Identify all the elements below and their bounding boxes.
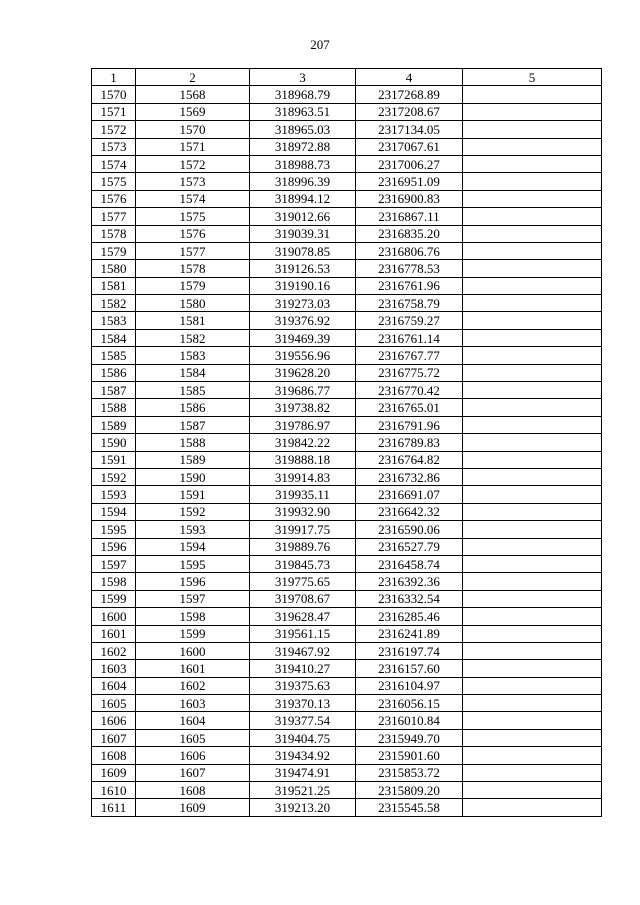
table-cell-col-4: 2315853.72: [356, 764, 463, 781]
table-cell-col-3: 319039.31: [250, 225, 356, 242]
table-cell-col-4: 2316332.54: [356, 590, 463, 607]
table-cell-col-5: [463, 555, 602, 572]
table-cell-col-4: 2316458.74: [356, 555, 463, 572]
table-cell-col-4: 2316767.77: [356, 347, 463, 364]
table-cell-col-2: 1596: [136, 573, 250, 590]
table-cell-col-1: 1590: [92, 434, 136, 451]
table-cell-col-4: 2316761.96: [356, 277, 463, 294]
table-cell-col-1: 1600: [92, 608, 136, 625]
table-row: [92, 729, 602, 746]
table-cell-col-1: 1576: [92, 190, 136, 207]
table-cell-col-3: 319935.11: [250, 486, 356, 503]
table-cell-col-5: [463, 677, 602, 694]
table-cell-col-3: 319404.75: [250, 729, 356, 746]
table-cell-col-4: 2317067.61: [356, 138, 463, 155]
table-cell-col-5: [463, 416, 602, 433]
table-cell-col-4: 2316806.76: [356, 242, 463, 259]
table-cell-col-5: [463, 538, 602, 555]
table-cell-col-5: [463, 155, 602, 172]
table-cell-col-3: 319738.82: [250, 399, 356, 416]
table-cell-col-2: 1575: [136, 208, 250, 225]
table-cell-col-1: 1601: [92, 625, 136, 642]
table-row: [92, 486, 602, 503]
table-cell-col-5: [463, 660, 602, 677]
table-cell-col-4: 2316527.79: [356, 538, 463, 555]
table-cell-col-5: [463, 277, 602, 294]
table-cell-col-3: 319190.16: [250, 277, 356, 294]
table-row: [92, 242, 602, 259]
table-row: [92, 364, 602, 381]
table-cell-col-4: 2315949.70: [356, 729, 463, 746]
table-row: [92, 660, 602, 677]
table-cell-col-3: 318972.88: [250, 138, 356, 155]
table-row: [92, 347, 602, 364]
table-cell-col-2: 1601: [136, 660, 250, 677]
table-cell-col-3: 319686.77: [250, 382, 356, 399]
table-cell-col-3: 318994.12: [250, 190, 356, 207]
table-cell-col-4: 2316900.83: [356, 190, 463, 207]
table-cell-col-3: 319410.27: [250, 660, 356, 677]
table-cell-col-3: 319628.47: [250, 608, 356, 625]
table-cell-col-5: [463, 712, 602, 729]
table-cell-col-2: 1578: [136, 260, 250, 277]
table-cell-col-1: 1598: [92, 573, 136, 590]
table-cell-col-2: 1570: [136, 121, 250, 138]
table-body: [92, 86, 602, 816]
table-cell-col-3: 318988.73: [250, 155, 356, 172]
table-cell-col-1: 1577: [92, 208, 136, 225]
table-cell-col-4: 2316778.53: [356, 260, 463, 277]
table-cell-col-2: 1594: [136, 538, 250, 555]
table-cell-col-3: 319474.91: [250, 764, 356, 781]
table-cell-col-1: 1610: [92, 782, 136, 799]
table-cell-col-3: 319842.22: [250, 434, 356, 451]
table-row: [92, 295, 602, 312]
table-cell-col-4: 2316732.86: [356, 468, 463, 485]
table-cell-col-3: 319434.92: [250, 747, 356, 764]
table-cell-col-1: 1573: [92, 138, 136, 155]
table-cell-col-5: [463, 468, 602, 485]
table-cell-col-1: 1609: [92, 764, 136, 781]
table-cell-col-3: 319786.97: [250, 416, 356, 433]
table-cell-col-5: [463, 103, 602, 120]
table-cell-col-2: 1592: [136, 503, 250, 520]
table-cell-col-1: 1584: [92, 329, 136, 346]
table-cell-col-1: 1607: [92, 729, 136, 746]
table-cell-col-2: 1576: [136, 225, 250, 242]
table-row: [92, 538, 602, 555]
table-cell-col-4: 2317268.89: [356, 86, 463, 103]
table-cell-col-2: 1587: [136, 416, 250, 433]
table-cell-col-4: 2316642.32: [356, 503, 463, 520]
table-cell-col-3: 319888.18: [250, 451, 356, 468]
table-cell-col-4: 2316791.96: [356, 416, 463, 433]
table-cell-col-4: 2316392.36: [356, 573, 463, 590]
table-cell-col-1: 1592: [92, 468, 136, 485]
table-cell-col-2: 1603: [136, 695, 250, 712]
table-row: [92, 103, 602, 120]
table-cell-col-4: 2316241.89: [356, 625, 463, 642]
table-cell-col-1: 1596: [92, 538, 136, 555]
table-row: [92, 747, 602, 764]
table-cell-col-1: 1603: [92, 660, 136, 677]
table-cell-col-5: [463, 347, 602, 364]
table-cell-col-1: 1583: [92, 312, 136, 329]
table-cell-col-2: 1604: [136, 712, 250, 729]
table-row: [92, 399, 602, 416]
table-cell-col-3: 319521.25: [250, 782, 356, 799]
table-cell-col-3: 319370.13: [250, 695, 356, 712]
table-cell-col-2: 1591: [136, 486, 250, 503]
table-cell-col-2: 1568: [136, 86, 250, 103]
table-cell-col-2: 1583: [136, 347, 250, 364]
table-cell-col-5: [463, 312, 602, 329]
table-cell-col-5: [463, 86, 602, 103]
table-row: [92, 555, 602, 572]
table-cell-col-5: [463, 486, 602, 503]
table-cell-col-4: 2316590.06: [356, 521, 463, 538]
table-row: [92, 416, 602, 433]
table-cell-col-4: 2316197.74: [356, 642, 463, 659]
table-cell-col-4: 2315809.20: [356, 782, 463, 799]
table-cell-col-4: 2316761.14: [356, 329, 463, 346]
table-cell-col-3: 319213.20: [250, 799, 356, 816]
table-cell-col-5: [463, 521, 602, 538]
table-cell-col-2: 1585: [136, 382, 250, 399]
table-row: [92, 712, 602, 729]
table-row: [92, 573, 602, 590]
page-number: 207: [310, 37, 330, 52]
table-cell-col-1: 1595: [92, 521, 136, 538]
table-cell-col-1: 1594: [92, 503, 136, 520]
table-row: [92, 86, 602, 103]
table-row: [92, 451, 602, 468]
header-col-3: 3: [250, 69, 356, 86]
table-cell-col-2: 1582: [136, 329, 250, 346]
table-cell-col-2: 1569: [136, 103, 250, 120]
table-cell-col-3: 318965.03: [250, 121, 356, 138]
table-cell-col-4: 2317006.27: [356, 155, 463, 172]
table-cell-col-5: [463, 695, 602, 712]
table-cell-col-2: 1595: [136, 555, 250, 572]
table-cell-col-1: 1587: [92, 382, 136, 399]
table-cell-col-1: 1574: [92, 155, 136, 172]
table-cell-col-5: [463, 295, 602, 312]
table-row: [92, 277, 602, 294]
table-cell-col-2: 1571: [136, 138, 250, 155]
table-cell-col-3: 318968.79: [250, 86, 356, 103]
table-cell-col-1: 1604: [92, 677, 136, 694]
table-cell-col-3: 319469.39: [250, 329, 356, 346]
table-cell-col-2: 1599: [136, 625, 250, 642]
table-row: [92, 625, 602, 642]
table-cell-col-1: 1605: [92, 695, 136, 712]
table-cell-col-1: 1581: [92, 277, 136, 294]
table-cell-col-2: 1598: [136, 608, 250, 625]
table-cell-col-2: 1573: [136, 173, 250, 190]
table-cell-col-5: [463, 764, 602, 781]
table-row: [92, 329, 602, 346]
table-cell-col-4: 2315901.60: [356, 747, 463, 764]
table-cell-col-2: 1606: [136, 747, 250, 764]
table-cell-col-2: 1589: [136, 451, 250, 468]
table-cell-col-5: [463, 642, 602, 659]
table-cell-col-3: 318996.39: [250, 173, 356, 190]
table-cell-col-5: [463, 590, 602, 607]
table-cell-col-1: 1599: [92, 590, 136, 607]
table-cell-col-4: 2316104.97: [356, 677, 463, 694]
table-cell-col-5: [463, 799, 602, 816]
table-cell-col-3: 319845.73: [250, 555, 356, 572]
table-cell-col-3: 319126.53: [250, 260, 356, 277]
table-cell-col-5: [463, 190, 602, 207]
header-col-2: 2: [136, 69, 250, 86]
table-cell-col-1: 1572: [92, 121, 136, 138]
table-cell-col-4: 2316835.20: [356, 225, 463, 242]
table-cell-col-2: 1607: [136, 764, 250, 781]
table-row: [92, 590, 602, 607]
table-cell-col-1: 1589: [92, 416, 136, 433]
table-header-row: [92, 69, 602, 86]
table-cell-col-2: 1597: [136, 590, 250, 607]
table-cell-col-5: [463, 173, 602, 190]
table-cell-col-5: [463, 503, 602, 520]
table-cell-col-3: 319932.90: [250, 503, 356, 520]
table-cell-col-1: 1585: [92, 347, 136, 364]
table-row: [92, 190, 602, 207]
table-row: [92, 782, 602, 799]
table-cell-col-1: 1588: [92, 399, 136, 416]
table-row: [92, 764, 602, 781]
table-cell-col-4: 2316759.27: [356, 312, 463, 329]
table-cell-col-4: 2316951.09: [356, 173, 463, 190]
table-cell-col-5: [463, 364, 602, 381]
table-cell-col-5: [463, 625, 602, 642]
table-cell-col-5: [463, 329, 602, 346]
table-cell-col-2: 1588: [136, 434, 250, 451]
table-cell-col-2: 1580: [136, 295, 250, 312]
table-cell-col-4: 2315545.58: [356, 799, 463, 816]
table-cell-col-4: 2317208.67: [356, 103, 463, 120]
table-cell-col-5: [463, 451, 602, 468]
table-row: [92, 312, 602, 329]
table-cell-col-1: 1570: [92, 86, 136, 103]
table-cell-col-3: 319467.92: [250, 642, 356, 659]
table-cell-col-2: 1600: [136, 642, 250, 659]
table-cell-col-3: 319708.67: [250, 590, 356, 607]
table-cell-col-2: 1605: [136, 729, 250, 746]
table-cell-col-2: 1584: [136, 364, 250, 381]
table-cell-col-1: 1571: [92, 103, 136, 120]
table-cell-col-2: 1581: [136, 312, 250, 329]
table-cell-col-4: 2316758.79: [356, 295, 463, 312]
table-cell-col-5: [463, 729, 602, 746]
table-row: [92, 608, 602, 625]
table-cell-col-4: 2316157.60: [356, 660, 463, 677]
table-cell-col-5: [463, 399, 602, 416]
table-cell-col-1: 1602: [92, 642, 136, 659]
table-cell-col-5: [463, 382, 602, 399]
table-cell-col-5: [463, 225, 602, 242]
table-cell-col-3: 319556.96: [250, 347, 356, 364]
table-cell-col-4: 2316775.72: [356, 364, 463, 381]
table-cell-col-3: 319914.83: [250, 468, 356, 485]
table-cell-col-5: [463, 138, 602, 155]
table-cell-col-5: [463, 242, 602, 259]
table-cell-col-2: 1586: [136, 399, 250, 416]
table-cell-col-5: [463, 434, 602, 451]
table-cell-col-4: 2316789.83: [356, 434, 463, 451]
table-cell-col-3: 319078.85: [250, 242, 356, 259]
table-cell-col-3: 319375.63: [250, 677, 356, 694]
table-cell-col-2: 1572: [136, 155, 250, 172]
table-cell-col-1: 1593: [92, 486, 136, 503]
table-cell-col-1: 1606: [92, 712, 136, 729]
table-cell-col-2: 1608: [136, 782, 250, 799]
table-cell-col-2: 1574: [136, 190, 250, 207]
table-row: [92, 642, 602, 659]
table-cell-col-3: 319376.92: [250, 312, 356, 329]
table-cell-col-2: 1593: [136, 521, 250, 538]
table-row: [92, 503, 602, 520]
table-cell-col-2: 1609: [136, 799, 250, 816]
table-cell-col-3: 319628.20: [250, 364, 356, 381]
table-cell-col-4: 2316691.07: [356, 486, 463, 503]
table-row: [92, 677, 602, 694]
table-cell-col-1: 1611: [92, 799, 136, 816]
table-cell-col-4: 2316765.01: [356, 399, 463, 416]
table-cell-col-1: 1580: [92, 260, 136, 277]
table-cell-col-1: 1597: [92, 555, 136, 572]
table-row: [92, 799, 602, 816]
table-row: [92, 121, 602, 138]
table-row: [92, 208, 602, 225]
table-cell-col-2: 1590: [136, 468, 250, 485]
table-cell-col-2: 1602: [136, 677, 250, 694]
table-cell-col-1: 1578: [92, 225, 136, 242]
table-cell-col-5: [463, 573, 602, 590]
header-col-1: 1: [92, 69, 136, 86]
header-col-5: 5: [463, 69, 602, 86]
table-cell-col-1: 1591: [92, 451, 136, 468]
table-cell-col-4: 2316764.82: [356, 451, 463, 468]
table-cell-col-3: 319561.15: [250, 625, 356, 642]
table-row: [92, 138, 602, 155]
table-cell-col-3: 319889.76: [250, 538, 356, 555]
table-cell-col-4: 2316770.42: [356, 382, 463, 399]
table-cell-col-2: 1577: [136, 242, 250, 259]
table-row: [92, 521, 602, 538]
table-cell-col-4: 2316285.46: [356, 608, 463, 625]
table-cell-col-4: 2316056.15: [356, 695, 463, 712]
header-col-4: 4: [356, 69, 463, 86]
table-row: [92, 225, 602, 242]
table-cell-col-1: 1582: [92, 295, 136, 312]
table-row: [92, 434, 602, 451]
table-cell-col-1: 1608: [92, 747, 136, 764]
table-cell-col-5: [463, 208, 602, 225]
table-row: [92, 468, 602, 485]
table-row: [92, 260, 602, 277]
table-cell-col-5: [463, 747, 602, 764]
table-row: [92, 695, 602, 712]
table-row: [92, 382, 602, 399]
table-cell-col-3: 319917.75: [250, 521, 356, 538]
table-cell-col-5: [463, 260, 602, 277]
table-cell-col-1: 1586: [92, 364, 136, 381]
table-cell-col-4: 2316010.84: [356, 712, 463, 729]
coordinates-table: [91, 68, 602, 817]
table-cell-col-3: 319775.65: [250, 573, 356, 590]
table-cell-col-3: 319273.03: [250, 295, 356, 312]
table-row: [92, 155, 602, 172]
table-row: [92, 173, 602, 190]
table-cell-col-1: 1575: [92, 173, 136, 190]
table-cell-col-5: [463, 782, 602, 799]
table-cell-col-4: 2316867.11: [356, 208, 463, 225]
table-cell-col-5: [463, 608, 602, 625]
table-cell-col-3: 319377.54: [250, 712, 356, 729]
table-cell-col-3: 319012.66: [250, 208, 356, 225]
table-cell-col-1: 1579: [92, 242, 136, 259]
table-cell-col-2: 1579: [136, 277, 250, 294]
table-cell-col-5: [463, 121, 602, 138]
table-cell-col-4: 2317134.05: [356, 121, 463, 138]
table-cell-col-3: 318963.51: [250, 103, 356, 120]
